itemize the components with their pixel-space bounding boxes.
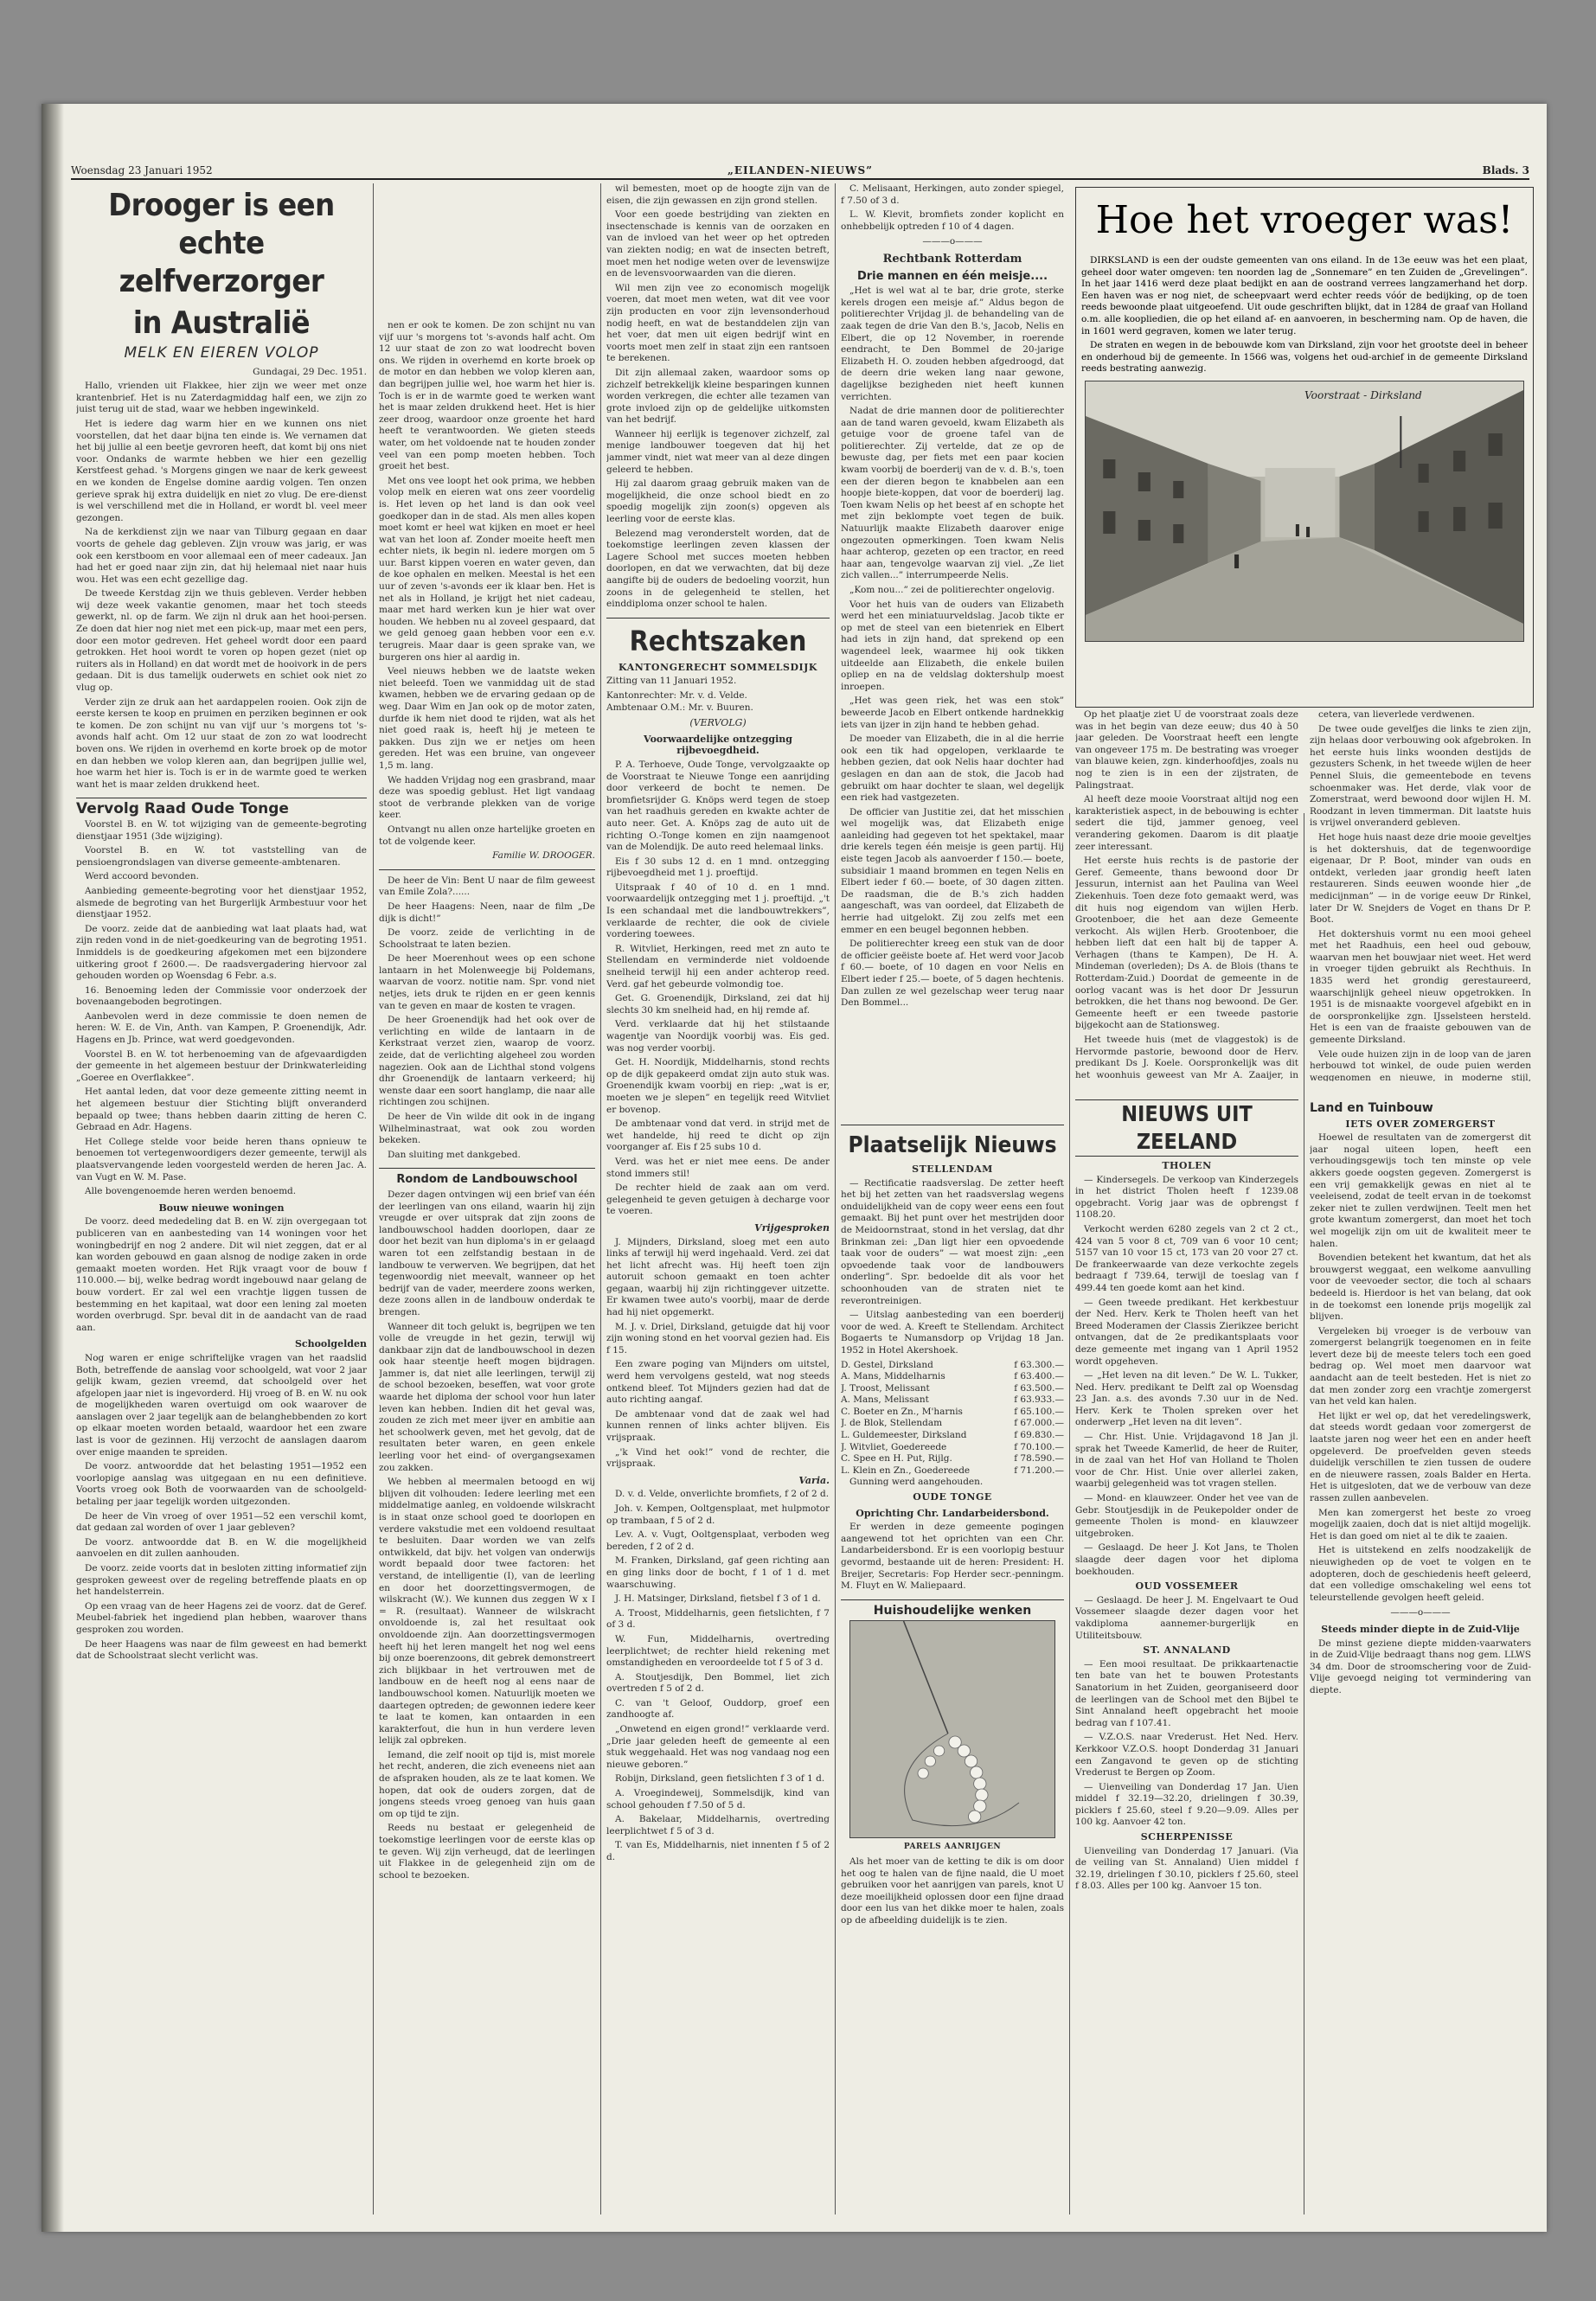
tender-result-name: A. Mans, Middelharnis [841, 1371, 945, 1382]
hoe-intro: De straten en wegen in de bebouwde kom van Dirksland, zijn voor het grootste deel in beheer en onderhoud bij de gemeente. In 1566 was, volgens het oud-archief in de gemeente Dirksland reeds bestrating aanwezig. [1081, 340, 1528, 375]
court-paragraph: M. J. v. Driel, Dirksland, getuigde dat hij voor zijn woning stond en het voorval gezien had. Eis f 15. [606, 1321, 830, 1356]
st-annaland-paragraph: — V.Z.O.S. naar Vrederust. Het Ned. Herv. Kerkkoor V.Z.O.S. hoopt Donderdag 31 Januari een Zangavond te geven op de stichting Vrederust te Bergen op Zoom. [1075, 1732, 1298, 1779]
raad-paragraph: De heer de Vin: Bent U naar de film geweest van Emile Zola?...... [379, 875, 595, 898]
varia-item: „Onwetend en eigen grond!” verklaarde verd. „Drie jaar geleden heeft de gemeente al een stuk weggehaald. Het was nog vandaag nog een nieuwe geboren.” [606, 1724, 830, 1770]
varia-item: W. Fun, Middelharnis, overtreding leerplichtwet; de rechter hield rekening met omstandigheden en veroordeelde tot f 5 of 3 d. [606, 1633, 830, 1669]
rechtbank-paragraph: Voor het huis van de ouders van Elizabeth werd het een miniatuurveldslag. Jacob tikte er op met de steel van een bietenriek en Elbert had iets in zijn hand, dat sprekend op een wagendeel leek, waarmee hij ook tikken uitdeelde aan Elizabeth, die enkele builen opliep en na de veldslag doktershulp moest inroepen. [841, 599, 1064, 692]
court-paragraph: De rechter hield de zaak aan om verd. gelegenheid te geven getuigen à decharge voor te voeren. [606, 1183, 830, 1217]
scherpenisse-subhead: SCHERPENISSE [1140, 1831, 1234, 1843]
tender-result-name: J. Witvliet, Goedereede [841, 1441, 947, 1452]
pearls-photo-image [850, 1621, 1054, 1837]
court-paragraph: Get. H. Noordijk, Middelharnis, stond rechts op de dijk gepakeerd omdat zijn auto stuk was. Groenendijk kwam voorbij en riep: „wat is er, moeten we je slepen” en tegelijk reed Witvliet er bovenop. [606, 1057, 830, 1115]
tholen-paragraph: — „Het leven na dit leven.” De W. L. Tukker, Ned. Herv. predikant te Delft zal op Woensdag 23 Jan. a.s. des avonds 7.30 uur in de Ned. Herv. Kerk te Tholen spreken over het onderwerp „Het leven na dit leven”. [1075, 1370, 1298, 1428]
hoe-intro: DIRKSLAND is een der oudste gemeenten van ons eiland. In de 13e eeuw was het een plaat, geheel door water omgeven: ten noorden lag de „Sonnemare” en ten Zuiden de „Grevelingen”. In het jaar 1416 werd deze plaat bedijkt en aan de oostrand verrees langzamerhand het dorp. Een haven was er nog niet, de scheepvaart werd echter reeds vóór de bedijking, op de toen reeds bewoonde plaat uitgeoefend. Uit oude geschriften blijkt, dat in 1284 de graaf van Holland o.m. alle koopliedien, die op het eiland af- en aanvoeren, in bescherming nam. Op de haven, die in 1601 werd gegraven, komen we later terug. [1081, 255, 1528, 336]
tender-result-name: D. Gestel, Dirksland [841, 1359, 933, 1370]
tender-result-amount: f 63.500.— [1014, 1382, 1064, 1394]
court-paragraph: Get. G. Groenendijk, Dirksland, zei dat hij slechts 30 km snelheid had, en hij remde af. [606, 993, 830, 1016]
tender-result-name: C. Boeter en Zn., M'harnis [841, 1406, 963, 1417]
raad-paragraph: 16. Benoeming leden der Commissie voor onderzoek der bovenaangeboden begrotingen. [76, 984, 367, 1008]
tender-result-name: J. de Blok, Stellendam [841, 1418, 943, 1429]
hoe-paragraph: Al heeft deze mooie Voorstraat altijd nog een karakteristiek aspect, in de bebouwing is echter sedert die tijd, jammer genoeg, veel verandering gekomen. Daarom is dit plaatje zeer interessant. [1075, 794, 1298, 852]
tholen-paragraph: — Mond- en klauwzeer. Onder het vee van de Gebr. Stoutjesdijk in de Peukepolder onder de gemeente Tholen is mond- en klauwzeer uitgebroken. [1075, 1493, 1298, 1539]
drooger-paragraph: Na de kerkdienst zijn we naar van Tilburg gegaan en daar voorts de gehele dag gebleven. Zijn vrouw was jarig, er was ook een kerstboom en voor allemaal een of meer cadeaux. Jan had het er goed naar zijn zin, dat hij helemaal niet naar huis wou. Het was een echt gezellige dag. [76, 527, 367, 585]
drooger-dateline: Gundagai, 29 Dec. 1951. [253, 366, 367, 377]
court-paragraph: P. A. Terhoeve, Oude Tonge, vervolgzaakte op de Voorstraat te Nieuwe Tonge een aanrijding door verkeerd de bocht te nemen. De bromfietsrijder G. Knöps werd tegen de stoep van het raadhuis gereden en kwakte achter de auto neer. Get. A. Knöps zag de auto uit de richting O.-Tonge komen en zijn naamgenoot van de Molendijk. De auto reed helemaal links. [606, 759, 830, 853]
raad-paragraph: Voorstel B. en W. tot wijziging van de gemeente-begroting dienstjaar 1951 (3de wijziging). [76, 818, 367, 842]
drooger-paragraph: Het is iedere dag warm hier en we kunnen ons niet voorstellen, dat het daar bijna ten einde is. We vernamen dat het bij jullie al een beetje gevroren heeft, dat komt bij ons niet voor. Ondanks de warmte hebben we hier een gezellig Kerstfeest gehad. 's Morgens gingen we naar de kerk geweest en we konden de Engelse domine aardig volgen. Ten onzen gerieve sprak hij extra duidelijk en niet zo vlug. De ere-dienst is wel verschillend met die in Holland, er wordt bl. veel meer gezongen. [76, 418, 367, 523]
page-header [71, 164, 1529, 180]
column-4-lower [841, 1125, 1064, 2214]
rechtbank-paragraph: De moeder van Elizabeth, die in al die herrie ook een tik had opgelopen, verklaarde te hebben gezien, dat ook Nelis haar dochter had geslagen en dan aan de stok, die Jacob had gebruikt om haar dochter te slaan, wel degelijk een riek had vastgezeten. [841, 734, 1064, 804]
raad-paragraph: Voorstel B. en W. tot vaststelling van de pensioengrondslagen van diverse gemeente-ambtenaren. [76, 845, 367, 868]
stellendam-paragraph: — Rectificatie raadsverslag. De zetter heeft het bij het zetten van het raadsverslag wegens onduidelijkheid van de copy weer eens een fout gemaakt. Bij het punt over het mestrijden door de Meidoornstraat, stond in het verslag, dat dhr Brinkman zei: „Dan ligt hier een opvoedende taak voor de ouders” — wat moest zijn: „een opvoedende taak voor de landbouwers onderling”. Spr. bedoelde dit als voor het schoonhouden van de straten niet te reverontreinigen. [841, 1177, 1064, 1306]
tender-result-amount: f 70.100.— [1014, 1441, 1064, 1452]
tholen-subhead: THOLEN [1162, 1160, 1212, 1171]
tender-result-row [841, 1360, 1064, 1372]
binding-spine [42, 104, 64, 2232]
plaatselijk-nieuws-title: Plaatselijk Nieuws [848, 1132, 1057, 1158]
school-paragraph: Hij zal daarom graag gebruik maken van de mogelijkheid, die onze school biedt en zo spoedig mogelijk zijn zoon(s) opgeven als leerling voor de eerste klas. [606, 478, 830, 525]
tender-result-amount: f 67.000.— [1014, 1418, 1064, 1429]
rechtbank-paragraph: „Het was geen riek, het was een stok” beweerde Jacob en Elbert ontkende hardnekkig iets van ijzer in zijn hand te hebben gehad. [841, 695, 1064, 730]
tender-result-name: C. Spee en H. Put, Rijlg. [841, 1453, 952, 1465]
raad-paragraph: Aanbieding gemeente-begroting voor het dienstjaar 1952, alsmede de begroting van het Burgerlijk Armbestuur voor het dienstjaar 1952. [76, 885, 367, 920]
varia-item: A. Vroegindeweij, Sommelsdijk, kind van school gehouden f 7.50 of 5 d. [606, 1788, 830, 1811]
tender-result-amount: f 63.300.— [1014, 1359, 1064, 1370]
oud-vossemeer-subhead: OUD VOSSEMEER [1135, 1580, 1239, 1593]
varia-item: J. H. Matsinger, Dirksland, fietsbel f 3 of 1 d. [615, 1593, 821, 1605]
drooger-paragraph: nen er ook te komen. De zon schijnt nu van vijf uur 's morgens tot 's-avonds half acht. Om 12 uur staat de zon zo wat loodrecht boven ons. We rijden in overhemd en korte broek op de motor en dan hebben we volop kleren aan, dan begrijpen jullie wel, hoe warm het hier is. Toch is er in de warmte goed te werken want het is maar zelden drukkend heet. Het is hier zeer droog, waardoor onze groente het hard heeft te verantwoorden. We gieten steeds water, om het voldoende nat te houden zonder veel van een pomp moeten hebben. Toch groeit het best. [379, 320, 595, 472]
column-1 [76, 183, 367, 2214]
hoe-headline: Hoe het vroeger was! [1095, 198, 1514, 242]
tender-result-row [841, 1465, 1064, 1477]
rechtbank-headline: Rechtbank Rotterdam [882, 252, 1022, 266]
drooger-paragraph: Verder zijn ze druk aan het aardappelen rooien. Ook zijn de eerste kersen te koop en pruimen en perziken beginnen er ook te komen. De zon schijnt nu van vijf uur 's morgens tot 's-avonds half acht. Om 12 uur staat de zon zo wat loodrecht boven ons. We rijden in overhemd en korte broek op de motor en dan hebben we volop kleren aan, dan begrijpen jullie wel, hoe warm het hier is. Toch is er in de warmte goed te werken want het is maar zelden drukkend heet. [76, 696, 367, 790]
rondom-paragraph: Wanneer dit toch gelukt is, begrijpen we ten volle de vreugde in het gezin, terwijl wij dankbaar zijn dat de landbouwschool in dezen ook haar steentje heeft mogen bijdragen. Jammer is, dat niet alle leerlingen, terwijl zij de school bezoeken, beseffen, wat voor grote waarde het diploma der school voor hun later leven kan hebben. Indien dit het geval was, zouden ze zich met meer ijver en ambitie aan het schoolwerk geven, met het gevolg, dat de resultaten beter waren, en geen enkele leerling voor het eind- of overgangsexamen zou zakken. [379, 1321, 595, 1473]
hoe-paragraph: cetera, van lieverlede verdwenen. [1318, 709, 1475, 720]
rechtbank-paragraph: De politierechter kreeg een stuk van de door de officier geëiste boete af. Het werd voor Jacob f 60.— boete, of 10 dagen en voor Nelis en Elbert ieder f 25.— boete, of 5 dagen hechtenis. Dan zullen ze wel gezelschap weer terug naar Den Bommel... [841, 939, 1064, 1009]
school-paragraph: Wil men zijn vee zo economisch mogelijk voeren, dat moet men weten, wat dit vee voor zijn producten en voor zijn levensonderhoud nodig heeft, en wat de bestanddelen zijn van het voer, dat men uit eigen bedrijf wint en voorts moet men zelf in staat zijn een rantsoen te berekenen. [606, 282, 830, 364]
zitting-line: Kantonrechter: Mr. v. d. Velde. [606, 689, 747, 701]
vrijgesproken-subhead: Vrijgesproken [754, 1221, 830, 1234]
rechtszaken-section-title: Rechtszaken [629, 624, 807, 657]
rondom-paragraph: Reeds nu bestaat er gelegenheid de toekomstige leerlingen voor de eerste klas op te geven. Wij zijn verheugd, dat de leerlingen uit Flakkee in de gelegenheid zijn om de school te bezoeken. [379, 1823, 595, 1881]
pearls-caption: PARELS AANRIJGEN [903, 1843, 1002, 1852]
raad-paragraph: De heer Haagens: Neen, naar de film „De dijk is dicht!” [379, 901, 595, 924]
tholen-paragraph: — Geslaagd. De heer J. Kot Jans, te Tholen slaagde deer dagen voor het diploma boekhouden. [1075, 1542, 1298, 1577]
varia-item: A. Bakelaar, Middelharnis, overtreding leerplichtwet f 5 of 3 d. [606, 1814, 830, 1836]
st-annaland-paragraph: — Een mooi resultaat. De prikkaartenactie ten bate van het te bouwen Protestants Sanatorium in het Zuiden, georganiseerd door de leerlingen van de School met den Bijbel te Sint Annaland heeft opgebracht het mooie bedrag van f 107.41. [1075, 1658, 1298, 1728]
land-paragraph: Vergeleken bij vroeger is de verbouw van zomergerst belangrijk toegenomen en in feite levert deze bij de meeste telers toch een goed bedrag op. Wel moet men daarvoor wat aandacht aan de teelt besteden. Het is niet zo dat men zonder zorg een vrachtje zomergerst van het veld kan halen. [1310, 1325, 1531, 1407]
tender-result-amount: f 63.933.— [1014, 1394, 1064, 1406]
varia-item: A. Troost, Middelharnis, geen fietslichten, f 7 of 3 d. [606, 1607, 830, 1631]
court-paragraph: Uitspraak f 40 of 10 d. en 1 mnd. voorwaardelijk ontzegging met 1 j. proeftijd. „'t Is een schandaal met die landbouwtrekkers”, verklaarde de rechter, die ook de civiele vordering toewees. [606, 881, 830, 940]
voorstraat-photo [1085, 381, 1524, 642]
tender-result-name: A. Mans, Melissant [841, 1394, 929, 1406]
raad-headline: Vervolg Raad Oude Tonge [76, 800, 289, 818]
zeeland-title: NIEUWS UIT ZEELAND [1075, 1099, 1298, 1157]
column-3 [606, 183, 830, 2214]
school-paragraph: Voor een goede bestrijding van ziekten en insectenschade is kennis van de oorzaken en van de invloed van het weer op het optreden van ziekten nodig; en wat de insecten betreft, moet men het nodige weten over de levenswijze en de levensvoorwaarden van die dieren. [606, 209, 830, 279]
header-page-number: Blads. 3 [1482, 164, 1529, 176]
tholen-paragraph: Verkocht werden 6280 zegels van 2 ct 2 ct., 424 van 5 voor 8 ct, 709 van 6 voor 10 cent; 5157 van 10 voor 15 ct, 173 van 20 voor 27 ct. De frankeerwaarde van deze verkochte zegels bedraagt f 739.64, terwijl de toeslag van f 499.44 ten goede komt aan het kind. [1075, 1223, 1298, 1293]
drooger-paragraph: Met ons vee loopt het ook prima, we hebben volop melk en eieren wat ons zeer voordelig is. Het leven op het land is dan ook veel goedkoper dan in de stad. Als men alles kopen moet komt er heel wat kijken en moet er heel wat van het loon af. Zonder moeite heeft men echter niets, ik begin nl. iedere morgen om 5 uur. Barst kippen voeren en water geven, dan de koe ophalen en melken. Meestal is het een uur of zeven 's-avonds eer ik klaar ben. Het is net als in Holland, je krijgt het niet cadeau, maar met hard werken kun je hier wat over houden. We hebben nu al zoveel gespaard, dat we geld genoeg gaan hebben voor een e.v. terugreis. Maar daar is geen sprake van, we burgeren ons hier al aardig in. [379, 475, 595, 663]
rondom-headline: Rondom de Landbouwschool [396, 1173, 578, 1187]
varia-item: Joh. v. Kempen, Ooltgensplaat, met hulpmotor op trambaan, f 5 of 2 d. [606, 1503, 830, 1526]
zuid-vlije-paragraph: De minst geziene diepte midden-vaarwaters in de Zuid-Vlije bedraagt thans nog gem. LLWS 34 dm. Door de stroomschering voor de Zuid-Vlije gevoegd neiging tot vermindering van diepte. [1310, 1638, 1531, 1695]
zitting-line: Ambtenaar O.M.: Mr. v. Buuren. [606, 702, 753, 713]
varia-item: M. Franken, Dirksland, gaf geen richting aan en ging links door de bocht, f 1 of 1 d. met waarschuwing. [606, 1555, 830, 1590]
raad-paragraph: De voorz. antwoordde dat het belasting 1951—1952 een voorlopige aanslag was uitgegaan en nu een definitieve. Voorts vroeg ook Both de voorwaarden van de schoolgeld-betaling per jaar tegelijk worden uitgezonden. [76, 1461, 367, 1508]
raad-paragraph: Op een vraag van de heer Hagens zei de voorz. dat de Geref. Meubel-fabriek het ingediend plan hebben, waarover thans gesproken zou worden. [76, 1600, 367, 1635]
raad-paragraph: De voorz. zeide voorts dat in besloten zitting informatief zijn gesproken geweest over de regeling betreffende plaats en op het handelsterrein. [76, 1563, 367, 1598]
tender-result-row [841, 1407, 1064, 1419]
vervolg-label: (VERVOLG) [689, 717, 747, 729]
tender-result-row [841, 1418, 1064, 1430]
oude-tonge-paragraph: Er werden in deze gemeente pogingen aangewend tot het oprichten van een Chr. Landarbeidersbond. Er is een voorlopig bestuur gevormd, bestaande uit de heren: President: H. Breijer, Secretaris: Fop Herder secr.-penningm. M. Fluyt en W. Maliepaard. [841, 1522, 1064, 1592]
zomergerst-subhead: IETS OVER ZOMERGERST [1345, 1118, 1496, 1130]
tender-result-name: J. Troost, Melissant [841, 1382, 930, 1394]
varia-item: A. Stoutjesdijk, Den Bommel, liet zich overtreden f 5 of 2 d. [606, 1671, 830, 1695]
column-rule [1069, 813, 1070, 2214]
zuid-vlije-subhead: Steeds minder diepte in de Zuid-Vlije [1321, 1623, 1520, 1635]
raad-paragraph: Voorstel B. en W. tot herbenoeming van de afgevaardigden der gemeente in het algemeen bestuur der Drinkwaterleiding „Goeree en Overflakkee”. [76, 1048, 367, 1083]
raad-paragraph: De heer Groenendijk had het ook over de verlichting en wilde de lantaarn in de Kerkstraat verzet zien, waarop de voorz. zeide, dat de verlichting algeheel zou worden nagezien. Ook aan de Lichthal stond volgens dhr Groenendijk de lantaarn verkeerd; hij wenste daar een soort hanglamp, die naar alle richtingen zou schijnen. [379, 1015, 595, 1108]
voorwaardelijke-subhead: Voorwaardelijke ontzegging rijbevoegdheid. [644, 733, 792, 757]
varia-item: Robijn, Dirksland, geen fietslichten f 3 of 1 d. [615, 1773, 825, 1785]
land-paragraph: Het lijkt er wel op, dat het veredelingswerk, dat steeds wordt gedaan voor zomergerst de laatste jaren nog weer het een en ander heeft opgeleverd. De proefvelden geven steeds duidelijk verschillen te zien tussen de oudere en de nieuwere rassen, zoals Balder en Herta. Het is uitgesloten, dat we de verbouw van deze rassen zullen aanbevelen. [1310, 1410, 1531, 1503]
rechtbank-paragraph: „Het is wel wat al te bar, drie grote, sterke kerels drogen een meisje af.” Aldus begon de politierechter Vrijdag jl. de behandeling van de zaak tegen de drie Van den B.'s, Jacob, Nelis en Elbert, die op 12 November, in roerende eendracht, te Den Bommel de 20-jarige Elizabeth H. O. zouden hebben afgedroogd, dat de deern drie weken lang naar gewone, dagelijkse bezigheden niet heeft kunnen verrichten. [841, 285, 1064, 402]
oud-vossemeer-paragraph: — Geslaagd. De heer J. M. Engelvaart te Oud Vossemeer slaagde dezer dagen voor het vakdiploma aannemer-burgerlijk en Utiliteitsbouw. [1075, 1594, 1298, 1641]
drooger-paragraph: Veel nieuws hebben we de laatste weken niet beleefd. Toen we vanmiddag uit de stad kwamen, hebben we de ervaring gedaan op de weg. Daar Wim en Jan ook op de motor zaten, durfde ik hem niet dood te rijden, wat als het niet goed raak is, heeft hij je meteen te pakken. Dus zijn we er netjes om heen gereden. Het was een bruine, van ongeveer 1,5 m. lang. [379, 666, 595, 771]
column-rule [373, 183, 374, 2214]
rondom-paragraph: Iemand, die zelf nooit op tijd is, mist morele het recht, anderen, die zich eveneens niet aan de afspraken houden, als ze te laat komen. We hopen, dat ook de ouders zorgen, dat de jongens steeds vroeg genoeg van huis gaan om op tijd te zijn. [379, 1749, 595, 1819]
raad-paragraph: De heer de Vin wilde dit ook in de ingang Wilhelminastraat, wat ook zou worden bekeken. [379, 1112, 595, 1146]
court-paragraph: Verd. was het er niet mee eens. De ander stond immers stil! [606, 1156, 830, 1179]
huishoudelijke-wenken-title: Huishoudelijke wenken [873, 1603, 1032, 1618]
land-tuinbouw-title: Land en Tuinbouw [1310, 1101, 1433, 1115]
stellendam-paragraph: — Uitslag aanbesteding van een boerderij voor de wed. A. Kreeft te Stellendam. Architect Bogaerts te Numansdorp op Vrijdag 18 Jan. 1952 in Hotel Akershoek. [841, 1310, 1064, 1356]
hoe-paragraph: Op het plaatje ziet U de voorstraat zoals deze was in het begin van deze eeuw; dus 40 à 50 jaar geleden. De Voorstraat heeft een lengte van ongeveer 175 m. De bestrating was vroeger van blauwe keien, zgn. kinderhoofdjes, zoals nu nog te zien is in een der zijstraten, de Palingstraat. [1075, 709, 1298, 791]
tender-result-name: L. Guldemeester, Dirksland [841, 1430, 967, 1441]
school-paragraph: wil bemesten, moet op de hoogte zijn van de eisen, die zijn gewassen en zijn grond stellen. [606, 183, 830, 206]
varia-item: D. v. d. Velde, onverlichte bromfiets, f 2 of 2 d. [615, 1489, 830, 1500]
raad-subhead: Schoolgelden [294, 1338, 367, 1350]
rechtbank-paragraph: De officier van Justitie zei, dat het misschien wel mogelijk was, dat Elizabeth enige aanleiding had gegeven tot het spektakel, maar drie kerels tegen één meisje is geen partij. Hij eiste tegen Jacob als aanvoerder f 150.— boete, subsidiair 1 maand brommen en tegen Nelis en Elbert ieder f 60.— boete, of 30 dagen zitten. De raadsman, die de B.'s zich hadden aangeschaft, was van oordeel, dat Elizabeth de herrie had uitgelokt. Zij zou zelfs met een emmer en een beugel begonnen hebben. [841, 806, 1064, 935]
hoe-paragraph: Vele oude huizen zijn in de loop van de jaren herbouwd tot winkel, de oude puien werden weggenomen en nieuwe, in moderne stijl, [1310, 1048, 1531, 1081]
tender-result-row [841, 1442, 1064, 1454]
raad-paragraph: Werd accoord bevonden. [85, 871, 199, 882]
varia-item: C. van 't Geloof, Ouddorp, groef een zandhoogte af. [606, 1697, 830, 1721]
drooger-headline-2: in Australië [132, 305, 311, 341]
rondom-paragraph: Dezer dagen ontvingen wij een brief van één der leerlingen van ons eiland, waarin hij zijn vreugde er over uitsprak dat zijn zoons de landbouwschool hadden doorlopen, daar ze door het bezit van hun diploma's in er gelaagd waren tot een zelfstandig bestaan in de landbouw te verwerven. We begrijpen, dat het tegenwoordig niet meevalt, wanneer op het bedrijf van de vader, meerdere zoons werken, deze zoons allen in de landbouw onderdak te brengen. [379, 1189, 595, 1317]
drooger-paragraph: De tweede Kerstdag zijn we thuis gebleven. Verder hebben wij deze week vakantie genomen, maar het toch steeds gewerkt, nl. op de farm. We zijn nl druk aan het hooi-persen. Ze doen dat hier nog niet met een pick-up, maar met een pers, door een motor gedreven. Het geheel wordt door een paard getrokken. Het hooi wordt te voren op hopen gezet (niet op ruiters als in Holland) en dat wordt met de hooivork in de pers gedaan. Dit is dus tamelijk ouderwets en schiet ook niet zo vlug op. [76, 588, 367, 694]
photo-caption-text: Voorstraat - Dirksland [1304, 389, 1422, 401]
land-paragraph: Bovendien betekent het kwantum, dat het als brouwgerst weggaat, een welkome aanvulling voor de veevoeder sector, die toch al schaars bedeeld is. Hierdoor is het van belang, dat ook in de toekomst een lonende prijs mogelijk zal blijven. [1310, 1253, 1531, 1323]
varia-item: C. Melisaant, Herkingen, auto zonder spiegel, f 7.50 of 3 d. [841, 183, 1064, 206]
column-2 [379, 320, 595, 2214]
raad-paragraph: De voorz. antwoordde dat B. en W. die mogelijkheid aanvoelen en dit zullen aanhouden. [76, 1536, 367, 1560]
drooger-paragraph: We hadden Vrijdag nog een grasbrand, maar deze was spoedig geblust. Het ligt vandaag stoot de verbrande plekken van de vorige keer. [379, 774, 595, 821]
divider [606, 618, 830, 619]
hoe-paragraph: Het tweede huis (met de vlaggestok) is de Hervormde pastorie, bewoond door de Herv. predikant Ds J. Koele. Oorspronkelijk was dit het woonhuis geweest van Mr A. Zaaijer, in [1075, 1035, 1298, 1080]
column-rule [600, 183, 601, 2214]
tholen-paragraph: — Kindersegels. De verkoop van Kinderzegels in het district Tholen heeft f 1239.08 opgebracht. Vorig jaar was de opbrengst f 1108.20. [1075, 1174, 1298, 1221]
hoe-paragraph: Het eerste huis rechts is de pastorie der Geref. Gemeente, thans bewoond door Dr Jessurun, internist aan het Paulina van Weel Ziekenhuis. Toen deze foto gemaakt werd, was dit huis nog eigendom van wijlen Herb. Grootenboer, die het aan deze Gemeente verkocht. Als wijlen Herb. Grootenboer, die hebben lieft dat een halt bij de tapper A. Verhagen (thans te Kampen), De H. A. Mindeman (overleden); Ds A. de Blois (thans te Rotterdam-Zuid.) Doordat de gemeente in de oorlog vacant was is het door Dr Jessurun betrokken, die het thans nog bewoond. De Ger. Gemeente heeft er een tweede pastorie bijgekocht aan de Stationsweg. [1075, 856, 1298, 1031]
kantongerecht-subhead: KANTONGERECHT SOMMELSDIJK [619, 661, 817, 673]
hoe-paragraph: Het hoge huis naast deze drie mooie geveltjes is het doktershuis, dat de tegenwoordige eigenaar, Dr P. Boot, minder van ouds en ontdekt, verleden jaar grondig heeft laten restaureren. Sinds eeuwen woonde hier „de medicijnman” — in de vorige eeuw Dr Rinkel, later Dr W. Snejders de Voget en thans Dr P. Boot. [1310, 831, 1531, 926]
land-paragraph: Het is uitstekend en zelfs noodzakelijk de nieuwigheden op de voet te volgen en te adopteren, doch de geschiedenis heeft geleerd, dat een volledige omschakeling wel eens tot teleurstellende gevolgen heeft geleid. [1310, 1545, 1531, 1603]
drooger-subtitle: MELK EN EIEREN VOLOP [124, 344, 319, 362]
tender-result-row [841, 1371, 1064, 1383]
raad-paragraph: Dan sluiting met dankgebed. [388, 1149, 521, 1160]
rondom-paragraph: We hebben al meermalen betoogd en wij blijven dit volhouden: Iedere leerling met een middelmatige aanleg, en voldoende wilskracht is in staat onze school goed te doorlopen en verdere vakstudie met een voldoend resultaat te besluiten. Daar worden we van zelfs ontwikkeld, dat bijv. het volgen van onderwijs wordt bepaald door twee factoren: het verstand, de intelligentie (I), van de leerling en door het doorzettingsvermogen, de wilskracht (W.). We kunnen dus zeggen W x I = R. (resultaat). Wanneer de wilskracht onvoldoende is, zal het resultaat ook onvoldoende zijn. Aan doorzettingsvermogen heeft hij het leren mangelt het nog wel eens bij onze boerenzoons, dit gebrek demonstreert zich blijkbaar in het vertrouwen met de landbouw en de heeft nog al eens naar de landbouwschool komen. Natuurlijk moeten we daartegen optreden; de gewonnen iedere keer te laat te komen, kan ontaarden in een karakterfout, die hun in hun verdere leven lelijk zal opbreken. [379, 1477, 595, 1747]
stellendam-subhead: STELLENDAM [912, 1163, 993, 1175]
court-paragraph: De ambtenaar vond dat verd. in strijd met de wet handelde, hij reed te dicht op zijn voorganger af. Eis f 25 subs 10 d. [606, 1118, 830, 1153]
divider [379, 869, 595, 870]
column-5-lower [1075, 1094, 1298, 2214]
school-paragraph: Belezend mag veronderstelt worden, dat de toekomstige leerlingen zeven klassen der Lagere School met succes moeten hebben doorlopen, en dat we verwachten, dat bij deze aangifte bij de ouders de bedoeling voorzit, hun zoons in de gelegenheid te stellen, het einddiploma onzer school te halen. [606, 528, 830, 610]
raad-paragraph: De heer Haagens was naar de film geweest en had bemerkt dat de Schoolstraat slecht verlicht was. [76, 1638, 367, 1662]
tender-result-amount: f 71.200.— [1014, 1465, 1064, 1476]
tender-result-row [841, 1383, 1064, 1395]
column-rule [835, 183, 836, 2214]
school-paragraph: Wanneer hij eerlijk is tegenover zichzelf, zal menige landbouwer toegeven dat hij het jammer vindt, niet wat meer van al deze dingen geleerd te hebben. [606, 428, 830, 475]
raad-subhead: Bouw nieuwe woningen [158, 1202, 285, 1214]
raad-paragraph: Het College stelde voor beide heren thans opnieuw te benoemen tot vertegenwoordigers dezer gemeente, terwijl als plaatsvervangende leden voorgesteld werden de heren Jac. A. van Vugt en W. M. Pase. [76, 1136, 367, 1183]
divider [841, 1599, 1064, 1600]
tender-result-row [841, 1430, 1064, 1442]
drooger-paragraph: Ontvangt nu allen onze hartelijke groeten en tot de volgende keer. [379, 824, 595, 847]
separator-ornament: ———o——— [1390, 1607, 1451, 1618]
raad-paragraph: Aanbevolen werd in deze commissie te doen nemen de heren: W. E. de Vin, Anth. van Kampen, P. Groenendijk, Adr. Hagens en Jb. Prince, wat werd goedgevonden. [76, 1010, 367, 1046]
raad-paragraph: Alle bovengenoemde heren werden benoemd. [85, 1186, 297, 1197]
tender-result-amount: f 63.400.— [1014, 1371, 1064, 1382]
raad-paragraph: De heer Moerenhout wees op een schone lantaarn in het Molenweegje bij Poldemans, waarvan de voorz. notitie nam. Spr. vond niet netjes, iets druk te rijden en er geen kennis van te geven en maar de kosten te vragen. [379, 953, 595, 1011]
land-paragraph: Men kan zomergerst het beste zo vroeg mogelijk zaaien, doch dat is niet altijd mogelijk. Het is dan goed om niet al te dik te zaaien. [1310, 1507, 1531, 1541]
column-6-lower [1310, 1094, 1531, 2214]
drooger-signature: Familie W. DROOGER. [492, 850, 595, 862]
voorstraat-photo-image [1086, 381, 1523, 641]
court-paragraph: Verd. verklaarde dat hij het stilstaande wagentje van Noordijk voorbij was. Eis ged. was nog verder voorbij. [606, 1019, 830, 1054]
newspaper-page [42, 104, 1547, 2232]
oude-tonge-subhead: OUDE TONGE [913, 1491, 992, 1503]
court-paragraph: J. Mijnders, Dirksland, sloeg met een auto links af terwijl hij werd ingehaald. Verd. zei dat het licht afrecht was. Hij heeft toen zijn autoruit schoon gemaakt en toen achter gegaan, waarbij hij zijn richtinggever uitzette. Er kwamen twee auto's voorbij, maar de derde had hij niet opgemerkt. [606, 1236, 830, 1318]
court-paragraph: R. Witvliet, Herkingen, reed met zn auto te Stellendam en verminderde niet voldoende snelheid terwijl hij een ander achterop reed. Verd. gaf het gebeurde volmondig toe. [606, 943, 830, 990]
drooger-headline: Drooger is een echte zelfverzorger [108, 188, 335, 299]
tender-result-row [841, 1394, 1064, 1407]
court-paragraph: Een zware poging van Mijnders om uitstel, werd hem vervolgens gesteld, wat nog steeds ontkend bleef. Tot Mijnders gezien had dat de auto richting aangaf. [606, 1359, 830, 1406]
st-annaland-subhead: ST. ANNALAND [1143, 1644, 1231, 1657]
tholen-paragraph: — Geen tweede predikant. Het kerkbestuur der Ned. Herv. Kerk te Tholen heeft van het Breed Moderamen der Classis Zierikzee bericht ontvangen, dat de 2e predikantsplaats voor deze gemeente met ingang van 1 April 1952 wordt opgeheven. [1075, 1297, 1298, 1367]
drooger-paragraph: Hallo, vrienden uit Flakkee, hier zijn we weer met onze krantenbrief. Het is nu Zaterdagmiddag half een, we zijn zo juist terug uit de stad, waar we hebben ingewinkeld. [76, 381, 367, 415]
tender-results-list [841, 1360, 1064, 1477]
tender-result-name: L. Klein en Zn., Goedereede [841, 1465, 971, 1476]
raad-paragraph: De voorz. deed mededeling dat B. en W. zijn overgegaan tot publiceren van en aanbesteding van 14 woningen voor het woningbedrijf en nog 2 andere. Dit wil niet zeggen, dat er al kan worden gebouwd en gaan alsnog de nodige zaken in orde gemaakt moeten worden. Het Rijk vraagt voor de bouw f 110.000.— bij, welke bedrag wordt ingebouwd naar gelang de bouw vordert. Er zal wel een vrachtje liggen tussen de bestemming en het kapitaal, wat door een lening zal moeten worden overbrugd. Spr. beval dit in de aandacht van de raad aan. [76, 1216, 367, 1333]
raad-paragraph: De voorz. zeide dat de aanbieding wat laat plaats had, wat zijn reden vond in de niet-goedkeuring van de begroting 1951. Inmiddels is de goedkeuring afgekomen met een bijzondere uitkering groot f 2600.—. De raadsvergadering hiervoor zal gehouden worden op Woensdag 6 Febr. a.s. [76, 923, 367, 982]
hoe-paragraph: Het doktershuis vormt nu een mooi geheel met het Raadhuis, een heel oud gebouw, waarvan men het bouwjaar niet weet. Het werd in vroeger tijden gebruikt als Rechthuis. In 1835 werd het grondig gerestaureerd, waarschijnlijk geheel nieuw opgetrokken. In 1951 is de misnaakte voorgevel afgebikt en in de oorspronkelijke zgn. IJsselsteen hersteld. Het is een van de fraaiste gebouwen van de gemeente Dirksland. [1310, 928, 1531, 1046]
court-paragraph: Eis f 30 subs 12 d. en 1 mnd. ontzegging rijbevoegdheid met 1 j. proeftijd. [606, 856, 830, 879]
court-paragraph: De ambtenaar vond dat de zaak wel had kunnen rennen of links achter blijven. Eis vrijspraak. [606, 1408, 830, 1443]
varia-item: L. W. Klevit, bromfiets zonder koplicht en onhebbelijk optreden f 10 of 4 dagen. [841, 209, 1064, 232]
school-paragraph: Dit zijn allemaal zaken, waardoor soms op zichzelf betrekkelijk kleine besparingen kunnen worden verkregen, die echter alle tezamen van grote invloed zijn op de geldelijke uitkomsten van het bedrijf. [606, 367, 830, 426]
land-paragraph: Hoewel de resultaten van de zomergerst dit jaar nogal uiteen lopen, heeft een verhoudingsgewijs toch ten minste op vele akkers goede oogsten gegeven. Zomergerst is een vrij gemakkelijk gewas en niet al te veeleisend, zodat de teelt ervan in de toekomst zeker niet te zullen verdwijnen. Teelt men het grote kwantum zomergerst, dan moet het toch wel mogelijk zijn om uit de kwaliteit meer te halen. [1310, 1132, 1531, 1249]
header-date: Woensdag 23 Januari 1952 [71, 164, 213, 176]
raad-paragraph: De voorz. zeide de verlichting in de Schoolstraat te laten bezien. [379, 927, 595, 950]
tender-result-row [841, 1453, 1064, 1465]
oude-tonge-topic: Oprichting Chr. Landarbeidersbond. [856, 1507, 1049, 1519]
header-paper-name: „EILANDEN-NIEUWS” [727, 164, 874, 176]
column-6-upper [1310, 709, 1531, 1081]
zitting-line: Zitting van 11 Januari 1952. [606, 676, 737, 687]
pearls-photo [849, 1620, 1055, 1838]
column-5-upper [1075, 709, 1298, 1081]
st-annaland-paragraph: — Uienveiling van Donderdag 17 Jan. Uien middel f 32.19—32.20, drielingen f 30.39, picklers f 25.60, steel f 9.20—9.09. Alles per 100 kg. Aanvoer 42 ton. [1075, 1781, 1298, 1828]
court-paragraph: „'k Vind het ook!” vond de rechter, die vrijspraak. [606, 1446, 830, 1470]
scherpenisse-paragraph: Uienveiling van Donderdag 17 Januari. (Via de veiling van St. Annaland) Uien middel f 32.19, drielingen f 30.10, picklers f 25.60, steel f 8.03. Alles per 100 kg. Aanvoer 15 ton. [1075, 1845, 1298, 1892]
tholen-paragraph: — Chr. Hist. Unie. Vrijdagavond 18 Jan jl. sprak het Tweede Kamerlid, de heer de Ruiter, in de zaal van het Hof van Holland te Tholen voor de Chr. Hist. Unie over allerlei zaken, waarbij gelegenheid was tot vragen stellen. [1075, 1432, 1298, 1490]
rechtbank-paragraph: Nadat de drie mannen door de politierechter aan de tand waren gevoeld, kwam Elizabeth als getuige voor de groene tafel van de politierechter. Zij vertelde, dat ze op de bewuste dag, per fiets met een paar kocien kwam voorbij de boerderij van de v. d. B.'s, toen een der dieren begon te knabbelen aan een hoopje biete-koppen, dat voor de boerderij lag. Toen kwam Nelis op het beest af en schopte het met zijn beklompte voet tegen de buik. Natuurlijk maakte Elizabeth daarover enige ongezouten opmerkingen. Toen kwam Nelis haar achterop, gezeten op een tractor, en reed haar aan, tengevolge waarvan zij viel. „Ze liet zich vallen...” interrumpeerde Nelis. [841, 406, 1064, 581]
drie-mannen-headline: Drie mannen en één meisje.... [856, 269, 1048, 283]
separator-ornament: ———o——— [922, 236, 983, 247]
hoe-paragraph: De twee oude gevelfjes die links te zien zijn, zijn helaas door verbouwing ook afgebroken. In het eerste huis links woonden destijds de gezusters Schenk, in het tweede wijlen de heer Pennel Sluis, die gemeentebode en tevens schoenmaker was. Het derde, vlak voor de Zomerstraat, werd bewoond door wijlen H. M. Roodzant in leven timmerman. Dit laatste huis is vrijwel onveranderd gebleven. [1310, 723, 1531, 829]
divider [379, 1168, 595, 1169]
rechtbank-paragraph: „Kom nou...” zei de politierechter ongelovig. [849, 585, 1055, 595]
varia-item: T. van Es, Middelharnis, niet innenten f 5 of 2 d. [606, 1840, 830, 1862]
varia-item: Lev. A. v. Vugt, Ooltgensplaat, verboden weg bereden, f 2 of 2 d. [606, 1529, 830, 1552]
raad-paragraph: Nog waren er enige schriftelijke vragen van het raadslid Both, betreffende de aanslag voor schoolgeld, wat voor 2 jaar gelijk kwam, gezien vreemd, dat schoolgeld over het afgelopen jaar niet is ingevorderd. Hij vroeg of B. en W. nu ook de mogelijkheden waren overtuigd om ook waarover de aanslagen over 2 jaar tegelijk aan de belanghebbenden zo kort op elkaar moeten worden betaald, waardoor het een zware last is voor de gezinnen. Hij verzocht de aanslagen daarom over enige maanden te spreiden. [76, 1352, 367, 1458]
raad-paragraph: Het aantal leden, dat voor deze gemeente zitting neemt in het algemeen bestuur dier Stichting blijft onveranderd bepaald op twee; thans hebben daarin zitting de heren C. Gebraad en Adr. Hagens. [76, 1086, 367, 1133]
huishoudelijke-paragraph: Als het moer van de ketting te dik is om door het oog te halen van de fijne naald, die U moet gebruiken voor het aanrijgen van parels, knot U deze moeilijkheid oplossen door een fijne draad door een lus van het dikke moer te halen, zoals op de afbeelding duidelijk is te zien. [841, 1856, 1064, 1926]
tender-result-amount: f 69.830.— [1014, 1430, 1064, 1441]
tender-result-amount: f 65.100.— [1014, 1406, 1064, 1417]
tender-result-amount: f 78.590.— [1014, 1453, 1064, 1465]
hoe-het-vroeger-was-box [1075, 187, 1534, 708]
varia-subhead: Varia. [798, 1474, 830, 1486]
raad-paragraph: De heer de Vin vroeg of over 1951—52 een verschil komt, dat gedaan zal worden of over 1 jaar gebleven? [76, 1510, 367, 1534]
stellendam-paragraph: Gunning werd aangehouden. [849, 1477, 984, 1488]
